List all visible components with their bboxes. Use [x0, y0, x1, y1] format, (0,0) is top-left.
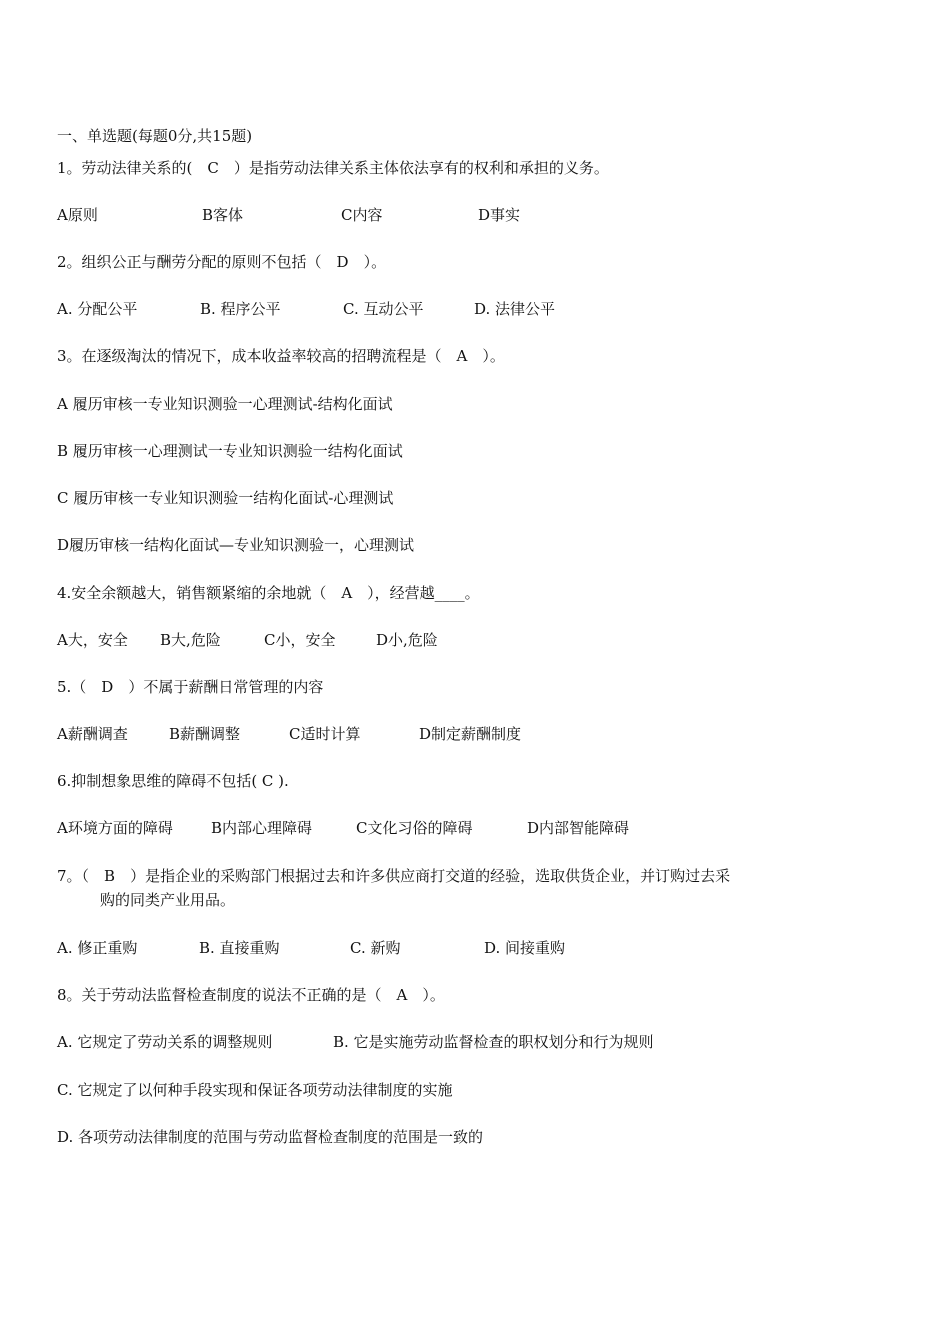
- question-8-option-d: D. 各项劳动法律制度的范围与劳动监督检查制度的范围是一致的: [57, 1128, 484, 1146]
- question-8-stem: 8。关于劳动法监督检查制度的说法不正确的是（ A ）。: [57, 986, 445, 1004]
- question-7-option-a: A. 修正重购: [57, 939, 138, 957]
- question-7-option-c: C. 新购: [350, 939, 401, 957]
- question-4-stem: 4.安全余额越大，销售额紧缩的余地就（ A ），经营越____。: [57, 584, 480, 602]
- question-3-option-a: A 履历审核一专业知识测验一心理测试-结构化面试: [57, 395, 393, 413]
- section-title: 一、单选题(每题0分,共15题): [57, 127, 253, 145]
- question-5-option-b: B薪酬调整: [169, 725, 241, 743]
- question-5-option-c: C适时计算: [289, 725, 361, 743]
- question-5-stem: 5.（ D ）不属于薪酬日常管理的内容: [57, 678, 324, 696]
- question-6-stem: 6.抑制想象思维的障碍不包括( C ).: [57, 772, 289, 790]
- question-7-stem-continued: 购的同类产业用品。: [100, 891, 236, 909]
- question-1-option-d: D事实: [478, 206, 521, 224]
- question-2-option-d: D. 法律公平: [474, 300, 556, 318]
- question-4-option-c: C小，安全: [264, 631, 336, 649]
- question-8-option-a: A. 它规定了劳动关系的调整规则: [57, 1033, 273, 1051]
- question-1-option-b: B客体: [202, 206, 244, 224]
- question-8-option-b: B. 它是实施劳动监督检查的职权划分和行为规则: [333, 1033, 654, 1051]
- question-2-option-c: C. 互动公平: [343, 300, 424, 318]
- question-7-option-b: B. 直接重购: [199, 939, 280, 957]
- question-8-options-row-1: [57, 1031, 654, 1053]
- question-7-stem: 7。（ B ）是指企业的采购部门根据过去和许多供应商打交道的经验，选取供货企业，并订购过去采: [57, 867, 731, 885]
- question-4-option-b: B大,危险: [160, 631, 221, 649]
- question-6-options: [57, 817, 629, 839]
- question-3-option-b: B 履历审核一心理测试一专业知识测验一结构化面试: [57, 442, 403, 460]
- question-2-option-a: A. 分配公平: [57, 300, 138, 318]
- question-6-option-b: B内部心理障碍: [211, 819, 313, 837]
- question-5-option-d: D制定薪酬制度: [419, 725, 522, 743]
- question-4-option-a: A大，安全: [57, 631, 128, 649]
- question-5-options: [57, 723, 521, 745]
- question-2-stem: 2。组织公正与酬劳分配的原则不包括（ D ）。: [57, 253, 387, 271]
- question-2-option-b: B. 程序公平: [200, 300, 281, 318]
- question-6-option-a: A环境方面的障碍: [57, 819, 173, 837]
- question-4-option-d: D小,危险: [376, 631, 438, 649]
- question-7-option-d: D. 间接重购: [484, 939, 566, 957]
- question-3-stem: 3。在逐级淘汰的情况下，成本收益率较高的招聘流程是（ A ）。: [57, 347, 505, 365]
- question-1-option-a: A原则: [57, 206, 98, 224]
- question-8-option-c: C. 它规定了以何种手段实现和保证各项劳动法律制度的实施: [57, 1081, 453, 1099]
- question-2-options: [57, 298, 555, 320]
- question-6-option-c: C文化习俗的障碍: [356, 819, 473, 837]
- question-7-options: [57, 937, 565, 959]
- question-3-option-d: D履历审核一结构化面试—专业知识测验一，心理测试: [57, 536, 415, 554]
- question-3-option-c: C 履历审核一专业知识测验一结构化面试-心理测试: [57, 489, 394, 507]
- question-6-option-d: D内部智能障碍: [527, 819, 630, 837]
- question-4-options: [57, 629, 438, 651]
- question-5-option-a: A薪酬调查: [57, 725, 128, 743]
- question-1-option-c: C内容: [341, 206, 383, 224]
- question-1-stem: 1。劳动法律关系的( C ）是指劳动法律关系主体依法享有的权利和承担的义务。: [57, 159, 609, 177]
- question-1-options: [57, 204, 520, 226]
